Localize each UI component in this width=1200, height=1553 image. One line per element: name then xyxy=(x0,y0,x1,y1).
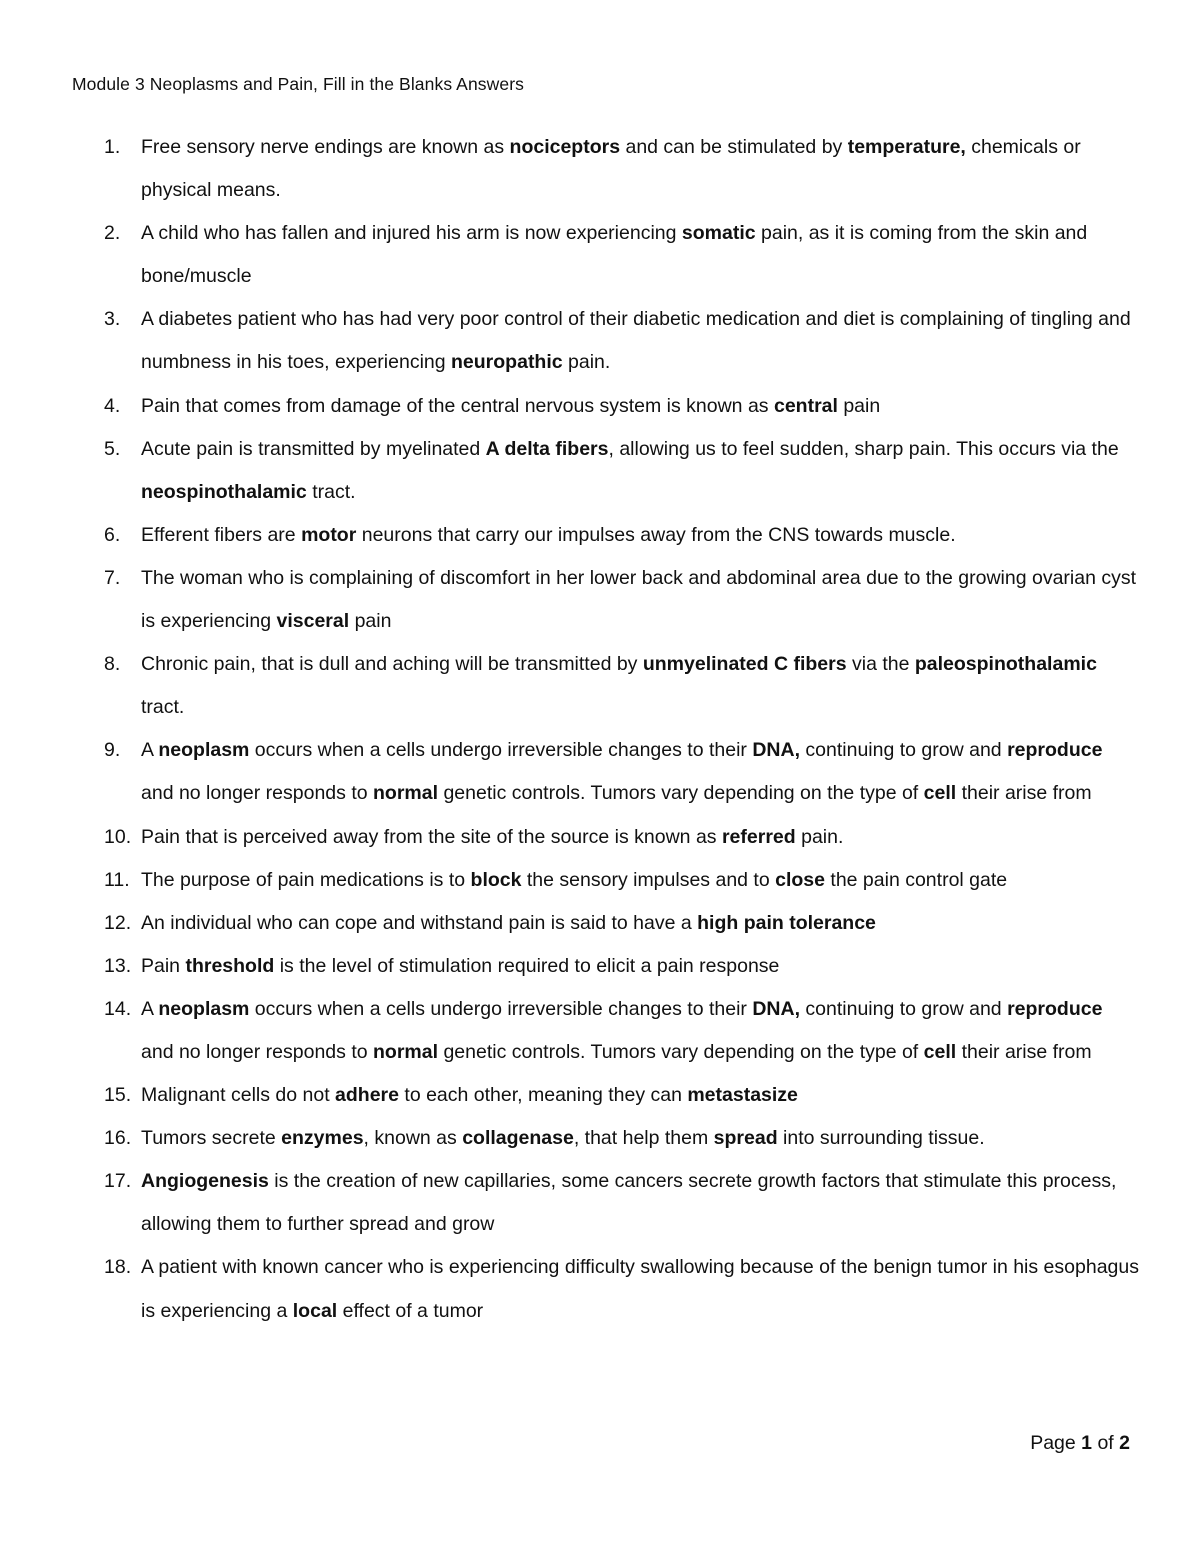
answer-term: reproduce xyxy=(1007,997,1103,1020)
item-number: 17. xyxy=(104,1170,132,1193)
item-number: 6. xyxy=(104,523,121,546)
answer-text: their arise from xyxy=(956,1040,1092,1063)
item-number: 16. xyxy=(104,1127,132,1150)
answer-term: visceral xyxy=(276,610,350,633)
answer-item xyxy=(0,643,1200,729)
answer-term: high pain tolerance xyxy=(697,911,876,934)
answer-text: The purpose of pain medications is to xyxy=(141,868,471,891)
answer-term: nociceptors xyxy=(509,136,621,158)
answer-text: neurons that carry our impulses away from the CNS towards muscle. xyxy=(356,523,956,546)
answer-text: into surrounding tissue. xyxy=(777,1127,985,1150)
answer-item xyxy=(0,514,1200,557)
answer-text: occurs when a cells undergo irreversible changes to their xyxy=(249,739,753,762)
answer-text: A xyxy=(141,739,159,762)
answer-text: Pain xyxy=(141,954,186,977)
answer-term: block xyxy=(470,868,522,891)
answer-term: Angiogenesis xyxy=(141,1170,269,1193)
answer-term: normal xyxy=(373,1040,439,1063)
item-number: 12. xyxy=(104,911,132,934)
answer-term: DNA, xyxy=(752,739,800,762)
answer-text: A diabetes patient who has had very poor control of their diabetic medication and diet is complaining of tingling and numbness in his toes, experiencing xyxy=(141,308,1131,374)
answer-text: continuing to grow and xyxy=(800,997,1008,1020)
answer-text: occurs when a cells undergo irreversible changes to their xyxy=(249,997,753,1020)
item-number: 8. xyxy=(104,653,121,676)
answer-text: via the xyxy=(846,653,915,676)
answer-item xyxy=(0,385,1200,428)
answer-term: close xyxy=(775,868,825,891)
answer-item xyxy=(0,1160,1200,1246)
answer-text: and no longer responds to xyxy=(141,782,374,805)
answer-text: A patient with known cancer who is experiencing difficulty swallowing because of the benign tumor in his esophagus is experiencing a xyxy=(141,1256,1139,1322)
answer-item xyxy=(0,859,1200,902)
answer-item xyxy=(0,1117,1200,1160)
answer-text: pain xyxy=(349,610,392,633)
answer-text: and no longer responds to xyxy=(141,1040,374,1063)
page-footer xyxy=(1030,1432,1130,1455)
answer-text: continuing to grow and xyxy=(800,739,1008,762)
answer-item xyxy=(0,212,1200,298)
answer-term: referred xyxy=(721,825,796,848)
answer-item xyxy=(0,988,1200,1074)
answer-text: An individual who can cope and withstand pain is said to have a xyxy=(141,911,698,934)
answer-text: The woman who is complaining of discomfort in her lower back and abdominal area due to the growing ovarian cyst is experiencing xyxy=(141,566,1137,633)
answer-text: and can be stimulated by xyxy=(620,136,848,158)
answer-text: chemicals or physical means. xyxy=(141,136,1081,202)
answer-text: Free sensory nerve endings are known as xyxy=(141,136,510,158)
item-number: 1. xyxy=(104,136,121,158)
item-number: 7. xyxy=(104,566,121,589)
answer-term: unmyelinated C fibers xyxy=(642,653,847,676)
answer-term: normal xyxy=(373,782,439,805)
answer-term: A delta fibers xyxy=(485,437,609,460)
answer-text: to each other, meaning they can xyxy=(398,1084,688,1107)
item-number: 15. xyxy=(104,1084,132,1107)
answer-term: local xyxy=(292,1299,338,1322)
answer-text: Acute pain is transmitted by myelinated xyxy=(141,437,486,460)
answer-list xyxy=(0,126,1200,1333)
answer-text: pain. xyxy=(795,825,844,848)
total-pages-number: 2 xyxy=(1119,1432,1130,1454)
answer-text: their arise from xyxy=(956,782,1092,805)
answer-term: reproduce xyxy=(1007,739,1103,762)
answer-text: Pain that comes from damage of the central nervous system is known as xyxy=(141,394,774,417)
answer-text: Chronic pain, that is dull and aching will be transmitted by xyxy=(141,653,643,676)
answer-text: Pain that is perceived away from the site of the source is known as xyxy=(141,825,722,848)
answer-term: cell xyxy=(923,782,957,805)
answer-term: temperature, xyxy=(847,136,966,158)
answer-text: the pain control gate xyxy=(824,868,1008,891)
document-title: Module 3 Neoplasms and Pain, Fill in the Blanks Answers xyxy=(72,74,524,94)
answer-text: genetic controls. Tumors vary depending on the type of xyxy=(438,1040,924,1063)
answer-text: genetic controls. Tumors vary depending on the type of xyxy=(438,782,924,805)
answer-item xyxy=(0,945,1200,988)
answer-term: metastasize xyxy=(687,1084,798,1107)
item-number: 9. xyxy=(104,739,121,762)
item-number: 3. xyxy=(104,308,121,331)
answer-text: , that help them xyxy=(573,1127,714,1150)
answer-item xyxy=(0,1074,1200,1117)
answer-item xyxy=(0,816,1200,859)
answer-term: adhere xyxy=(335,1084,399,1107)
answer-term: spread xyxy=(713,1127,778,1150)
answer-text: pain. xyxy=(562,351,611,374)
answer-term: threshold xyxy=(185,954,275,977)
answer-item xyxy=(0,557,1200,643)
page-label: Page xyxy=(1030,1432,1076,1454)
answer-item xyxy=(0,126,1200,212)
current-page-number: 1 xyxy=(1081,1432,1093,1454)
answer-text: Efferent fibers are xyxy=(141,523,302,546)
answer-term: neospinothalamic xyxy=(141,480,307,503)
answer-item xyxy=(0,428,1200,514)
answer-term: motor xyxy=(301,523,357,546)
answer-text: A xyxy=(141,997,159,1020)
answer-text: is the creation of new capillaries, some cancers secrete growth factors that stimulate this process, allowing them to further spread and grow xyxy=(141,1170,1117,1236)
item-number: 10. xyxy=(104,825,132,848)
answer-term: DNA, xyxy=(752,997,800,1020)
answer-term: paleospinothalamic xyxy=(914,653,1097,676)
item-number: 13. xyxy=(104,954,132,977)
answer-text: the sensory impulses and to xyxy=(521,868,776,891)
item-number: 14. xyxy=(104,997,132,1020)
answer-term: enzymes xyxy=(281,1127,364,1150)
item-number: 18. xyxy=(104,1256,132,1279)
answer-term: central xyxy=(773,394,838,417)
answer-text: A child who has fallen and injured his arm is now experiencing xyxy=(141,222,682,245)
answer-text: Tumors secrete xyxy=(141,1127,282,1150)
answer-item xyxy=(0,729,1200,815)
answer-text: tract. xyxy=(306,480,356,503)
answer-text: pain xyxy=(837,394,881,417)
answer-text: effect of a tumor xyxy=(337,1299,484,1322)
answer-text: , known as xyxy=(363,1127,463,1150)
answer-item xyxy=(0,298,1200,384)
of-label: of xyxy=(1097,1432,1114,1454)
answer-term: neoplasm xyxy=(158,739,250,762)
answer-term: somatic xyxy=(681,222,756,245)
item-number: 4. xyxy=(104,394,121,417)
answer-item xyxy=(0,1246,1200,1332)
answer-text: , allowing us to feel sudden, sharp pain. This occurs via the xyxy=(608,437,1119,460)
answer-term: cell xyxy=(923,1040,957,1063)
answer-text: Malignant cells do not xyxy=(141,1084,336,1107)
answer-item xyxy=(0,902,1200,945)
item-number: 5. xyxy=(104,437,121,460)
answer-term: neuropathic xyxy=(451,351,563,374)
answer-text: tract. xyxy=(141,696,185,719)
item-number: 2. xyxy=(104,222,121,245)
answer-text: pain, as it is coming from the skin and bone/muscle xyxy=(141,222,1088,288)
answer-term: collagenase xyxy=(462,1127,574,1150)
item-number: 11. xyxy=(104,868,130,891)
answer-text: is the level of stimulation required to elicit a pain response xyxy=(274,954,780,977)
answer-term: neoplasm xyxy=(158,997,250,1020)
